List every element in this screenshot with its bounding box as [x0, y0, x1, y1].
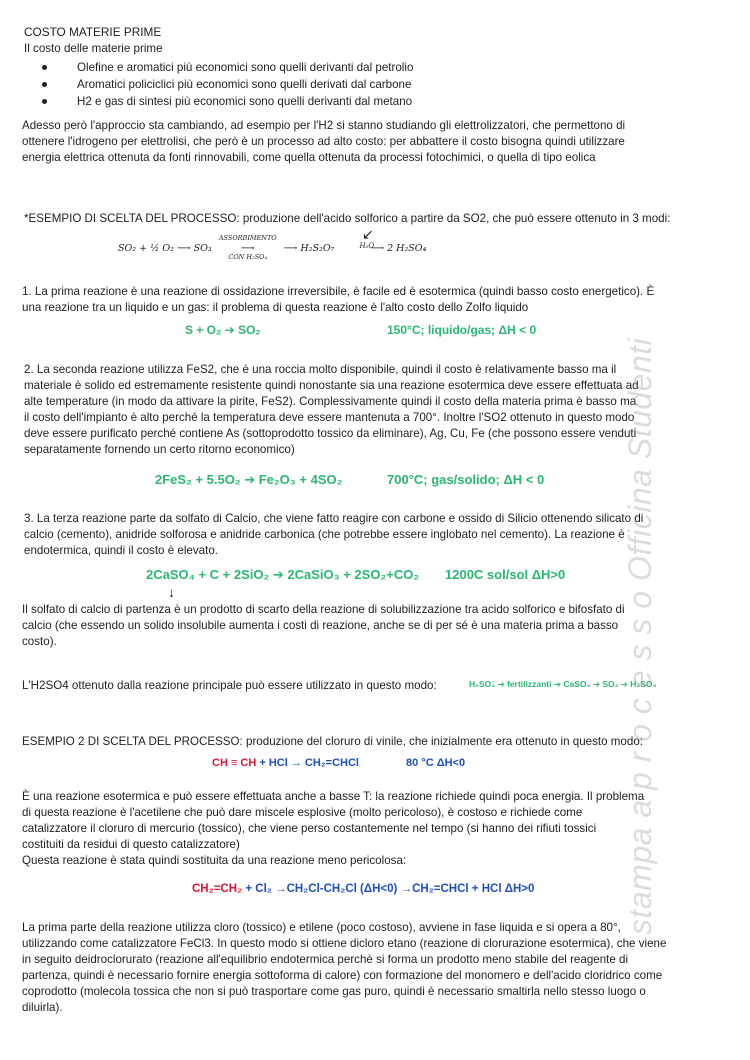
paragraph-line: deve essere purificato perché contiene As (sottoprodotto tossico da eliminare), Ag, Cu, Fe (che possono essere venduti — [24, 427, 637, 440]
handwritten-arrow-icon: ↙ — [362, 226, 374, 242]
equation-reactant: CH₂=CH₂ — [192, 883, 243, 895]
paragraph-line: energia elettrica ottenuta da fonti rinnovabili, come quella ottenuta da processi fotochimici, o quella di tipo eolica — [22, 151, 596, 164]
equation-1-conditions: 150°C; liquido/gas; ΔH < 0 — [387, 323, 537, 337]
list-item: Olefine e aromatici più economici sono quelli derivanti dal petrolio — [40, 59, 413, 76]
down-arrow-icon: ↓ — [168, 584, 175, 600]
paragraph-line: ottenere l'idrogeno per elettrolisi, che però è un processo ad alto costo: per abbattere il costo bisogna quindi utilizzare — [22, 135, 625, 148]
paragraph-line: coprodotto (molecola tossica che non si può trasportare come gas puro, quindi è necessario smaltirla nello stesso luogo o — [22, 985, 646, 998]
scheme-left: SO₂ + ½ O₂ ⟶ SO₃ — [118, 243, 212, 254]
equation-6 — [192, 883, 534, 895]
paragraph-line: alte temperature (in modo da attivare la pirite, FeS2). Complessivamente quindi il costo della materia prima è basso ma — [24, 395, 637, 408]
paragraph-line: una reazione tra un liquido e un gas: il problema di questa reazione è l'alto costo dello Zolfo liquido — [22, 301, 529, 314]
scheme-over-arrow: ASSORBIMENTO — [218, 234, 277, 242]
paragraph-line: 2. La seconda reazione utilizza FeS2, che è una roccia molto disponibile, quindi il costo è relativamente basso ma il — [24, 363, 617, 376]
paragraph-line: catalizzatore il cloruro di mercurio (tossico), che viene perso costantemente nel tempo (si hanno dei rifiuti tossici — [22, 822, 597, 835]
paragraph-line: partenza, quindi è necessario fornire energia sottoforma di calore) con formazione del monomero e dell'acido cloridrico come — [22, 969, 663, 982]
example1-title: *ESEMPIO DI SCELTA DEL PROCESSO: produzione dell'acido solforico a partire da SO2, che può essere ottenuto in 3 modi: — [24, 212, 671, 225]
handwritten-reaction-scheme: SO₂ + ½ O₂ ⟶ SO₃ ASSORBIMENTO ⟶ CON H₂SO₄ ⟶ H₂S₂O₇ H₂O ⟶ 2 H₂SO₄ — [118, 234, 427, 261]
scheme-under-arrow: CON H₂SO₄ — [228, 253, 268, 261]
paragraph-line: diluirla). — [22, 1001, 63, 1014]
equation-rest: + Cl₂ →CH₂Cl-CH₂Cl (ΔH<0) →CH₂=CHCl + HCl ΔH>0 — [242, 883, 535, 895]
paragraph-line: il costo dell'impianto è alto perché la temperatura deve essere mantenuta a 700°. Inoltre l'SO2 ottenuto in questo modo — [24, 411, 635, 424]
paragraph-line: costituiti da residui di questo catalizzatore) — [22, 838, 240, 851]
paragraph-line: costo). — [22, 635, 57, 648]
paragraph-line: È una reazione esotermica e può essere effettuata anche a basse T: la reazione richiede quindi poca energia. Il problema — [22, 790, 645, 803]
paragraph-5: L'H2SO4 ottenuto dalla reazione principale può essere utilizzato in questo modo: — [22, 679, 437, 692]
paragraph-line: Questa reazione è stata quindi sostituita da una reazione meno pericolosa: — [22, 854, 407, 867]
list-item: H2 e gas di sintesi più economici sono quelli derivanti dal metano — [40, 93, 413, 110]
example2-title: ESEMPIO 2 DI SCELTA DEL PROCESSO: produzione del cloruro di vinile, che inizialmente era ottenuto in questo modo: — [22, 735, 643, 748]
scheme-over-arrow-2: H₂O — [359, 242, 375, 250]
paragraph-line: in seguito deidroclorurato (reazione all'equilibrio endotermica perchè si forma un prodotto meno stabile del reagente di — [22, 953, 629, 966]
list-item: Aromatici policiclici più economici sono quelli derivati dal carbone — [40, 76, 413, 93]
equation-5 — [212, 757, 359, 769]
equation-1 — [185, 323, 261, 337]
equation-reactant: CH ≡ CH — [212, 757, 257, 769]
paragraph-line: Adesso però l'approccio sta cambiando, ad esempio per l'H2 si stanno studiando gli elettrolizzatori, che permettono di — [22, 119, 626, 132]
raw-materials-list — [40, 59, 413, 110]
paragraph-line: di questa reazione è l'acetilene che può dare miscele esplosive (molto pericoloso), è costoso e richiede come — [22, 806, 583, 819]
equation-2-conditions: 700°C; gas/solido; ΔH < 0 — [387, 472, 545, 487]
paragraph-line: materiale è solido ed estremamente resistente quindi nonostante sia una reazione esotermica deve essere effettuata ad — [24, 379, 639, 392]
paragraph-line: Il solfato di calcio di partenza è un prodotto di scarto della reazione di solubilizzazione tra acido solforico e bifosfato di — [22, 603, 625, 616]
equation-reaction: S + O₂ ➔ SO₂ — [185, 323, 261, 337]
paragraph-line: calcio (che essendo un solido insolubile aumenta i costi di reazione, anche se di per sé è una materia prima a basso — [22, 619, 619, 632]
equation-3-conditions: 1200C sol/sol ΔH>0 — [445, 567, 566, 582]
paragraph-line: La prima parte della reazione utilizza cloro (tossico) e etilene (poco costoso), avviene in fase liquida e si opera a 80°, — [22, 921, 621, 934]
scheme-middle: ⟶ H₂S₂O₇ — [283, 243, 335, 254]
equation-5-conditions: 80 °C ΔH<0 — [406, 757, 466, 769]
paragraph-line: calcio (cemento), anidride solforosa e anidride carbonica (che potrebbe essere inglobato nel cemento). La reazione è — [24, 528, 625, 541]
scheme-right: ⟶ 2 H₂SO₄ — [370, 243, 427, 254]
paragraph-line: utilizzando come catalizzatore FeCl3. In questo modo si ottiene dicloro etano (reazione di clorurazione esotermica), che viene — [22, 937, 667, 950]
paragraph-line: endotermica, quindi il costo è elevato. — [24, 544, 218, 557]
equation-2: 2FeS₂ + 5.5O₂ ➔ Fe₂O₃ + 4SO₂ — [155, 472, 343, 487]
subheading: Il costo delle materie prime — [24, 42, 163, 55]
paragraph-line: separatamente fornendo un certo ritorno economico) — [24, 443, 295, 456]
paragraph-line: 1. La prima reazione è una reazione di ossidazione irreversibile, è facile ed è esotermica (quindi basso costo energetico). È — [22, 285, 655, 298]
equation-rest: + HCl → CH₂=CHCl — [256, 757, 359, 769]
page-title: COSTO MATERIE PRIME — [24, 25, 162, 39]
paragraph-line: 3. La terza reazione parte da solfato di Calcio, che viene fatto reagire con carbone e ossido di Silicio ottenendo silicato di — [24, 512, 644, 525]
equation-4: H₂SO₄ ➔ fertilizzanti ➔ CaSO₄ ➔ SO₂ ➔ H₂SO₄ — [469, 679, 657, 689]
watermark: stampa a p r o c e s s o Officina Studenti — [622, 337, 658, 935]
equation-3: 2CaSO₄ + C + 2SiO₂ ➔ 2CaSiO₃ + 2SO₂+CO₂ — [146, 567, 420, 582]
